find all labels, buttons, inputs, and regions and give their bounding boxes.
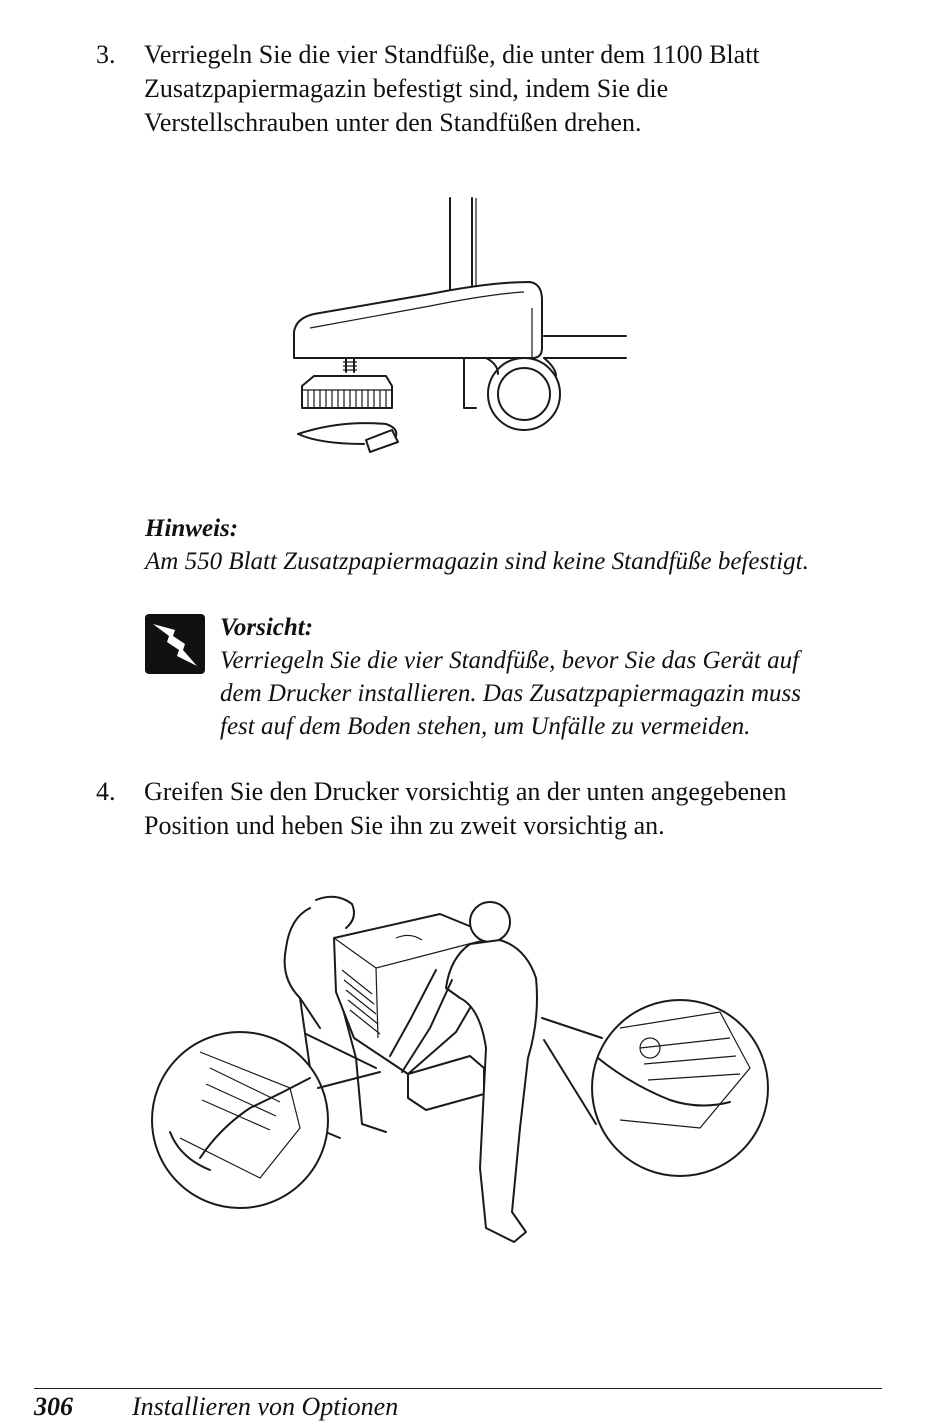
step-text xyxy=(144,775,904,843)
note-box xyxy=(145,512,809,578)
note-title: Hinweis: xyxy=(145,515,239,542)
step-number: 3. xyxy=(96,40,116,69)
caution-title: Vorsicht: xyxy=(220,614,314,641)
page-number: 306 xyxy=(34,1392,73,1421)
step-number: 4. xyxy=(96,777,116,806)
step-text-line: Zusatzpapiermagazin befestigt sind, indem Sie die xyxy=(144,74,669,103)
step-text-line: Greifen Sie den Drucker vorsichtig an der unten angegebenen xyxy=(144,777,787,806)
step-text-line: Verstellschrauben unter den Standfüßen drehen. xyxy=(144,108,642,137)
step-text-line: Position und heben Sie ihn zu zweit vorsichtig an. xyxy=(144,811,665,840)
step-text xyxy=(144,38,904,140)
footer-section-title: Installieren von Optionen xyxy=(132,1392,399,1421)
caution-text-line: dem Drucker installieren. Das Zusatzpapiermagazin muss xyxy=(220,680,802,707)
lifting-printer-illustration xyxy=(140,888,780,1258)
step-text-line: Verriegeln Sie die vier Standfüße, die unter dem 1100 Blatt xyxy=(144,40,760,69)
footer-rule xyxy=(34,1388,882,1389)
caution-box xyxy=(220,611,801,743)
caution-text-line: fest auf dem Boden stehen, um Unfälle zu vermeiden. xyxy=(220,713,751,740)
leveling-foot-illustration xyxy=(280,190,640,460)
caution-text-line: Verriegeln Sie die vier Standfüße, bevor Sie das Gerät auf xyxy=(220,647,800,674)
note-text: Am 550 Blatt Zusatzpapiermagazin sind keine Standfüße befestigt. xyxy=(145,548,809,575)
warning-lightning-icon xyxy=(145,614,205,674)
